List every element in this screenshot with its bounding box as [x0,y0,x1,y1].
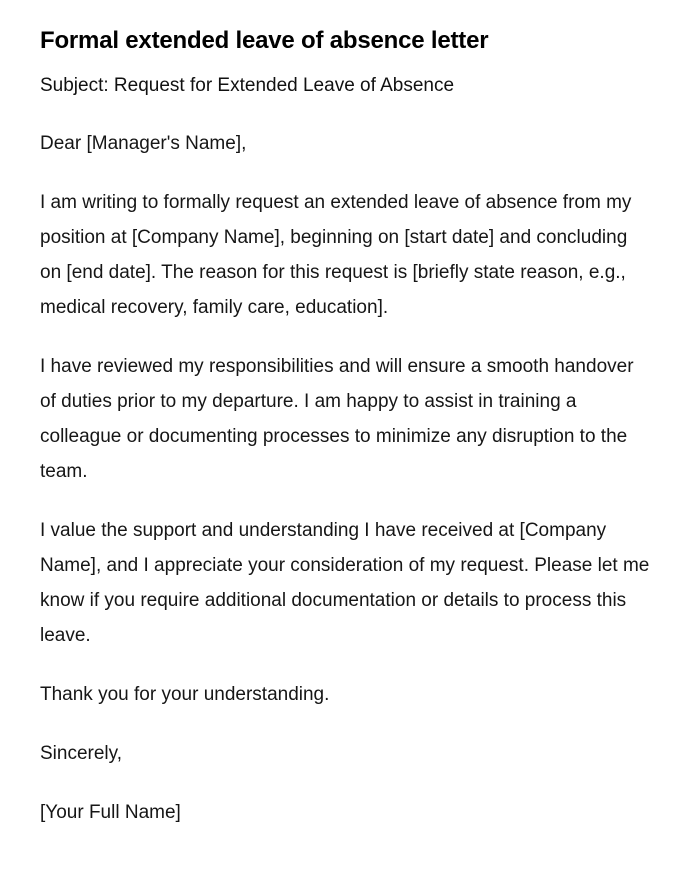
letter-subject: Subject: Request for Extended Leave of Absence [40,75,455,96]
letter-title: Formal extended leave of absence letter [40,27,489,54]
letter-paragraph-appreciation: I value the support and understanding I have received at [Company Name], and I appreciate your consideration of my request. Please let me know if you require additional documentation or details to process this leave. [40,520,650,646]
letter-paragraph-request: I am writing to formally request an extended leave of absence from my position at [Company Name], beginning on [start date] and concluding on [end date]. The reason for this request is [briefly state reason, e.g., medical recovery, family care, education]. [40,192,632,318]
letter-closing: Sincerely, [40,743,123,764]
letter-salutation: Dear [Manager's Name], [40,133,247,154]
letter-thanks: Thank you for your understanding. [40,684,330,705]
letter-paragraph-handover: I have reviewed my responsibilities and will ensure a smooth handover of duties prior to my departure. I am happy to assist in training a colleague or documenting processes to minimize any disruption to the team. [40,356,634,482]
letter-page [40,26,650,830]
letter-signature: [Your Full Name] [40,802,181,823]
